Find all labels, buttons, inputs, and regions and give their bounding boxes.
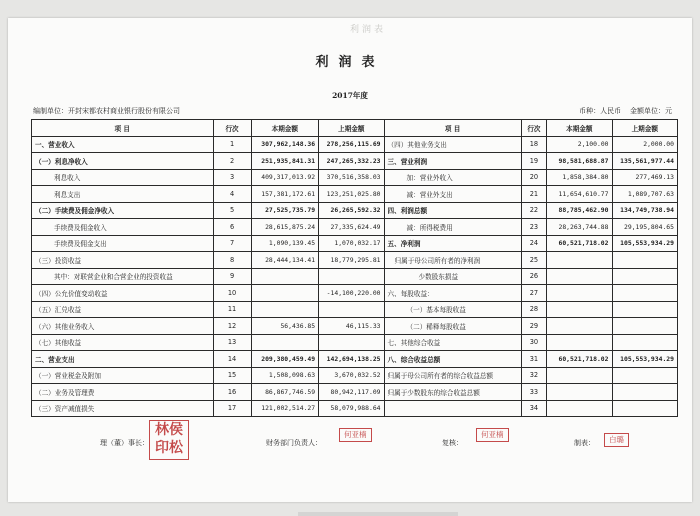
- table-row: [32, 318, 678, 335]
- left-previous-cell: 123,251,025.80: [319, 186, 384, 203]
- right-previous-cell: [612, 301, 677, 318]
- left-line-cell: 16: [213, 384, 251, 401]
- left-previous-cell: 18,779,295.81: [319, 252, 384, 269]
- right-current-cell: [547, 301, 612, 318]
- left-current-cell: [251, 285, 319, 302]
- right-item-cell: 少数股东损益: [384, 268, 521, 285]
- right-item-cell: （一）基本每股收益: [384, 301, 521, 318]
- right-item-cell: 减：营业外支出: [384, 186, 521, 203]
- left-previous-cell: [319, 301, 384, 318]
- table-header-row: [32, 120, 678, 137]
- right-line-cell: 32: [521, 367, 546, 384]
- left-line-cell: 15: [213, 367, 251, 384]
- left-current-cell: 157,381,172.61: [251, 186, 319, 203]
- left-item-cell: 其中：对联营企业和合营企业的投资收益: [32, 268, 214, 285]
- left-item-cell: 利息支出: [32, 186, 214, 203]
- right-previous-cell: [612, 252, 677, 269]
- left-previous-cell: 278,256,115.69: [319, 136, 384, 153]
- table-row: [32, 136, 678, 153]
- reviewer-seal: 何亚楠: [476, 428, 509, 442]
- right-line-cell: 30: [521, 334, 546, 351]
- income-statement-table: [31, 119, 678, 417]
- left-current-cell: 251,935,841.31: [251, 153, 319, 170]
- left-previous-cell: 58,079,988.64: [319, 400, 384, 417]
- left-current-cell: [251, 301, 319, 318]
- left-previous-cell: -14,100,220.00: [319, 285, 384, 302]
- right-current-cell: [547, 384, 612, 401]
- right-current-cell: 88,785,462.90: [547, 202, 612, 219]
- right-line-cell: 27: [521, 285, 546, 302]
- left-previous-cell: 80,942,117.09: [319, 384, 384, 401]
- right-current-cell: [547, 400, 612, 417]
- right-current-cell: 98,581,688.87: [547, 153, 612, 170]
- right-current-cell: [547, 285, 612, 302]
- right-previous-cell: [612, 334, 677, 351]
- right-previous-cell: 135,561,977.44: [612, 153, 677, 170]
- preparer-label: 制表：: [574, 439, 595, 447]
- left-line-cell: 10: [213, 285, 251, 302]
- left-current-cell: 409,317,013.92: [251, 169, 319, 186]
- finance-head-label: 财务部门负责人：: [266, 439, 322, 447]
- right-item-cell: 减：所得税费用: [384, 219, 521, 236]
- col-item-left: 项 目: [32, 120, 214, 137]
- right-current-cell: [547, 334, 612, 351]
- table-row: [32, 384, 678, 401]
- right-item-cell: 三、营业利润: [384, 153, 521, 170]
- reporting-entity: 编制单位：开封宋都农村商业银行股份有限公司: [33, 107, 180, 115]
- left-previous-cell: 370,516,358.03: [319, 169, 384, 186]
- left-item-cell: （六）其他业务收入: [32, 318, 214, 335]
- right-line-cell: 22: [521, 202, 546, 219]
- right-line-cell: 21: [521, 186, 546, 203]
- table-row: [32, 367, 678, 384]
- right-previous-cell: [612, 318, 677, 335]
- left-item-cell: （一）营业税金及附加: [32, 367, 214, 384]
- left-current-cell: 86,867,746.59: [251, 384, 319, 401]
- right-previous-cell: [612, 384, 677, 401]
- report-year: 2017年度: [332, 91, 368, 100]
- right-line-cell: 25: [521, 252, 546, 269]
- table-row: [32, 301, 678, 318]
- left-current-cell: 27,525,735.79: [251, 202, 319, 219]
- right-previous-cell: [612, 400, 677, 417]
- left-line-cell: 6: [213, 219, 251, 236]
- table-row: [32, 268, 678, 285]
- table-row: [32, 400, 678, 417]
- table-row: [32, 186, 678, 203]
- right-item-cell: 八、综合收益总额: [384, 351, 521, 368]
- right-previous-cell: [612, 285, 677, 302]
- col-item-right: 项 目: [384, 120, 521, 137]
- right-line-cell: 19: [521, 153, 546, 170]
- right-line-cell: 31: [521, 351, 546, 368]
- left-line-cell: 12: [213, 318, 251, 335]
- right-line-cell: 20: [521, 169, 546, 186]
- left-item-cell: 利息收入: [32, 169, 214, 186]
- right-previous-cell: 134,749,738.94: [612, 202, 677, 219]
- table-row: [32, 285, 678, 302]
- right-item-cell: 归属于母公司所有者的综合收益总额: [384, 367, 521, 384]
- right-previous-cell: [612, 268, 677, 285]
- left-item-cell: （三）投资收益: [32, 252, 214, 269]
- left-current-cell: 28,444,134.41: [251, 252, 319, 269]
- left-item-cell: （七）其他收益: [32, 334, 214, 351]
- right-current-cell: [547, 252, 612, 269]
- left-current-cell: 28,615,875.24: [251, 219, 319, 236]
- table-row: [32, 153, 678, 170]
- left-current-cell: [251, 334, 319, 351]
- left-line-cell: 9: [213, 268, 251, 285]
- left-current-cell: 1,090,139.45: [251, 235, 319, 252]
- left-line-cell: 8: [213, 252, 251, 269]
- left-item-cell: （三）资产减值损失: [32, 400, 214, 417]
- left-line-cell: 7: [213, 235, 251, 252]
- left-line-cell: 5: [213, 202, 251, 219]
- preparer-seal: 白璐: [604, 433, 629, 447]
- right-item-cell: 七、其他综合收益: [384, 334, 521, 351]
- right-current-cell: 60,521,718.02: [547, 351, 612, 368]
- finance-head-seal: 何亚楠: [339, 428, 372, 442]
- right-item-cell: 归属于少数股东的综合收益总额: [384, 384, 521, 401]
- left-previous-cell: 26,265,592.32: [319, 202, 384, 219]
- left-line-cell: 1: [213, 136, 251, 153]
- right-previous-cell: 29,195,804.65: [612, 219, 677, 236]
- right-item-cell: 五、净利润: [384, 235, 521, 252]
- right-line-cell: 33: [521, 384, 546, 401]
- col-previous-right: 上期金额: [612, 120, 677, 137]
- table-row: [32, 252, 678, 269]
- table-row: [32, 351, 678, 368]
- right-line-cell: 29: [521, 318, 546, 335]
- faint-header-bleed: 利润表: [349, 25, 386, 35]
- left-current-cell: 121,002,514.27: [251, 400, 319, 417]
- right-line-cell: 24: [521, 235, 546, 252]
- right-item-cell: 四、利润总额: [384, 202, 521, 219]
- left-item-cell: （五）汇兑收益: [32, 301, 214, 318]
- right-previous-cell: [612, 367, 677, 384]
- page-title: 利润表: [315, 55, 385, 70]
- left-previous-cell: [319, 268, 384, 285]
- right-line-cell: 28: [521, 301, 546, 318]
- left-line-cell: 3: [213, 169, 251, 186]
- right-line-cell: 34: [521, 400, 546, 417]
- left-previous-cell: 142,694,138.25: [319, 351, 384, 368]
- statement-page: [8, 18, 692, 502]
- col-line-right: 行次: [521, 120, 546, 137]
- right-previous-cell: 105,553,934.29: [612, 351, 677, 368]
- right-item-cell: （四）其他业务支出: [384, 136, 521, 153]
- col-current-left: 本期金额: [251, 120, 319, 137]
- right-item-cell: （二）稀释每股收益: [384, 318, 521, 335]
- legal-rep-label: 理（董）事长：: [100, 439, 149, 447]
- left-item-cell: 手续费及佣金支出: [32, 235, 214, 252]
- left-current-cell: 209,380,459.49: [251, 351, 319, 368]
- left-previous-cell: [319, 334, 384, 351]
- left-previous-cell: 27,335,624.49: [319, 219, 384, 236]
- table-row: [32, 169, 678, 186]
- chairman-seal: [149, 420, 189, 460]
- paper-smudge: [298, 512, 458, 516]
- right-current-cell: [547, 268, 612, 285]
- right-previous-cell: 2,000.00: [612, 136, 677, 153]
- right-current-cell: 11,654,610.77: [547, 186, 612, 203]
- right-line-cell: 23: [521, 219, 546, 236]
- left-line-cell: 17: [213, 400, 251, 417]
- right-line-cell: 26: [521, 268, 546, 285]
- left-item-cell: 一、营业收入: [32, 136, 214, 153]
- left-line-cell: 4: [213, 186, 251, 203]
- left-previous-cell: 46,115.33: [319, 318, 384, 335]
- left-previous-cell: 247,265,332.23: [319, 153, 384, 170]
- left-item-cell: （一）利息净收入: [32, 153, 214, 170]
- table-row: [32, 219, 678, 236]
- left-item-cell: （二）手续费及佣金净收入: [32, 202, 214, 219]
- right-item-cell: 六、每股收益：: [384, 285, 521, 302]
- left-item-cell: （二）业务及管理费: [32, 384, 214, 401]
- right-previous-cell: 1,089,707.63: [612, 186, 677, 203]
- right-current-cell: [547, 318, 612, 335]
- right-item-cell: 归属于母公司所有者的净利润: [384, 252, 521, 269]
- right-current-cell: [547, 367, 612, 384]
- left-previous-cell: 3,670,032.52: [319, 367, 384, 384]
- right-current-cell: 28,263,744.88: [547, 219, 612, 236]
- left-current-cell: 56,436.85: [251, 318, 319, 335]
- col-previous-left: 上期金额: [319, 120, 384, 137]
- reviewer-label: 复核：: [442, 439, 463, 447]
- right-previous-cell: 105,553,934.29: [612, 235, 677, 252]
- currency-and-unit: [579, 106, 672, 116]
- left-current-cell: [251, 268, 319, 285]
- col-line-left: 行次: [213, 120, 251, 137]
- left-previous-cell: 1,070,032.17: [319, 235, 384, 252]
- left-item-cell: 手续费及佣金收入: [32, 219, 214, 236]
- table-row: [32, 334, 678, 351]
- left-line-cell: 14: [213, 351, 251, 368]
- right-current-cell: 1,858,384.80: [547, 169, 612, 186]
- right-line-cell: 18: [521, 136, 546, 153]
- left-current-cell: 307,962,148.36: [251, 136, 319, 153]
- left-item-cell: 二、营业支出: [32, 351, 214, 368]
- left-line-cell: 11: [213, 301, 251, 318]
- right-item-cell: 加：营业外收入: [384, 169, 521, 186]
- currency-label: 币种：人民币: [579, 107, 622, 115]
- col-current-right: 本期金额: [547, 120, 612, 137]
- left-line-cell: 2: [213, 153, 251, 170]
- money-unit-label: 金额单位：元: [630, 107, 672, 115]
- table-row: [32, 235, 678, 252]
- left-line-cell: 13: [213, 334, 251, 351]
- right-item-cell: [384, 400, 521, 417]
- right-current-cell: 60,521,718.02: [547, 235, 612, 252]
- table-row: [32, 202, 678, 219]
- right-previous-cell: 277,469.13: [612, 169, 677, 186]
- chairman-seal-text: 林侯 印松: [155, 422, 183, 456]
- left-current-cell: 1,508,098.63: [251, 367, 319, 384]
- right-current-cell: 2,100.00: [547, 136, 612, 153]
- left-item-cell: （四）公允价值变动收益: [32, 285, 214, 302]
